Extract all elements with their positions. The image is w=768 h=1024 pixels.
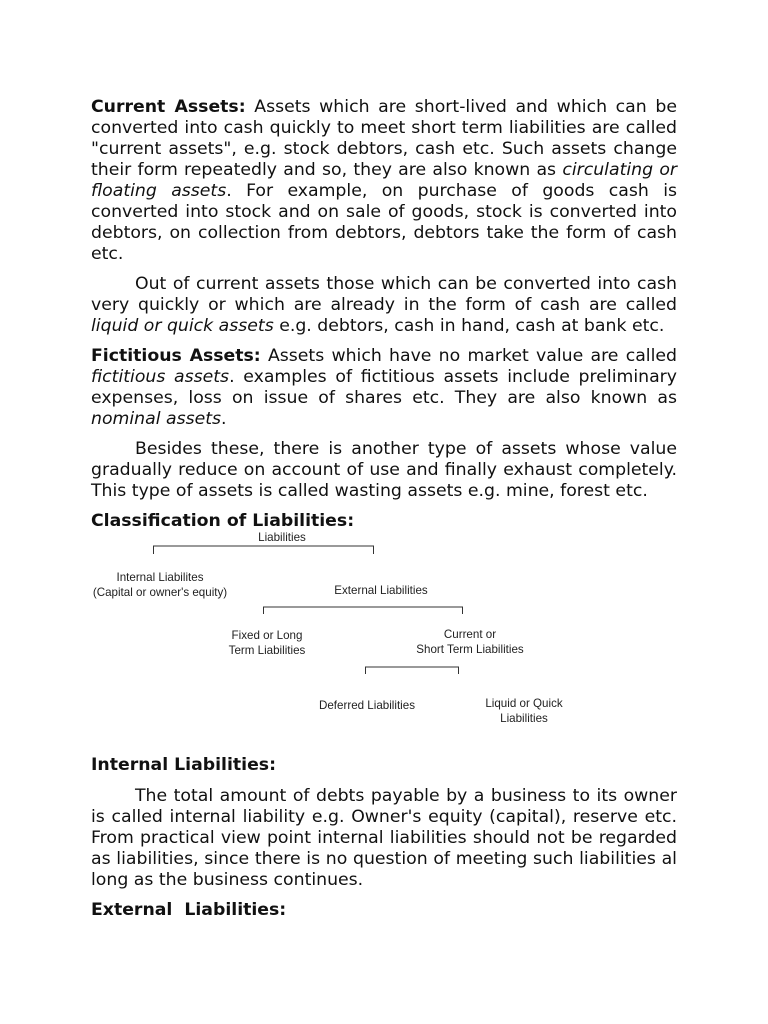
node-deferred: Deferred Liabilities — [318, 699, 416, 712]
document-page — [91, 97, 677, 921]
node-fixed-line1: Fixed or Long — [231, 629, 303, 642]
node-internal-line2: (Capital or owner's equity) — [92, 586, 228, 599]
node-external: External Liabilities — [334, 584, 428, 597]
fictitious-assets-italic-1: fictitious assets — [91, 367, 230, 387]
liabilities-tree-diagram — [0, 531, 586, 747]
fictitious-assets-text-2: . examples of fictitious assets include preliminary expenses, loss on issue of shares etc. They are also known as — [91, 367, 677, 408]
node-fixed-line2: Term Liabilities — [228, 644, 306, 657]
fictitious-assets-italic-2: nominal assets — [91, 409, 222, 429]
internal-liabilities-paragraph: The total amount of debts payable by a business to its owner is called internal liability e.g. Owner's equity (capital), reserve etc. From practical view point internal liabilities should not be regarded as liabilities, since there is no question of meeting such liabilities al long as the business continues. — [91, 786, 677, 890]
current-assets-text-1: Assets which are short-lived and which can be converted into cash quickly to meet short term liabilities are called "current assets", e.g. stock debtors, cash etc. Such assets change their form repeatedly and so, they are also known as — [91, 97, 677, 180]
connector-current — [366, 667, 459, 674]
connector-external — [264, 607, 463, 614]
wasting-assets-paragraph: Besides these, there is another type of assets whose value gradually reduce on account of use and finally exhaust completely. This type of assets is called wasting assets e.g. mine, forest etc. — [91, 439, 677, 501]
fictitious-assets-heading: Fictitious Assets: — [91, 346, 261, 366]
connector-root — [154, 546, 374, 554]
node-liquid-line1: Liquid or Quick — [485, 697, 563, 710]
fictitious-assets-text-3: . — [221, 409, 227, 429]
current-assets-italic: circulating or floating assets — [91, 160, 677, 201]
liquid-assets-paragraph — [91, 274, 677, 337]
liquid-assets-text-1: Out of current assets those which can be converted into cash very quickly or which are already in the form of cash are called — [91, 274, 677, 315]
classification-heading: Classification of Liabilities: — [91, 511, 355, 531]
current-assets-heading: Current Assets: — [91, 97, 246, 117]
liquid-assets-text-2: e.g. debtors, cash in hand, cash at bank etc. — [273, 316, 665, 336]
node-liabilities: Liabilities — [258, 531, 306, 544]
node-current-line2: Short Term Liabilities — [416, 643, 524, 656]
current-assets-text-2: . For example, on purchase of goods cash is converted into stock and on sale of goods, stock is converted into debtors, on collection from debtors, debtors take the form of cash etc. — [91, 181, 678, 264]
node-current-line1: Current or — [443, 628, 497, 641]
node-internal-line1: Internal Liabilites — [116, 571, 204, 584]
fictitious-assets-text-1: Assets which have no market value are called — [260, 346, 677, 366]
external-liabilities-heading: External Liabilities: — [91, 900, 287, 920]
fictitious-assets-paragraph — [91, 346, 677, 430]
current-assets-paragraph — [91, 97, 677, 265]
node-liquid-line2: Liabilities — [500, 712, 548, 725]
internal-liabilities-heading: Internal Liabilities: — [91, 755, 276, 775]
diagram-connectors — [0, 534, 768, 747]
liquid-assets-italic: liquid or quick assets — [91, 316, 274, 336]
